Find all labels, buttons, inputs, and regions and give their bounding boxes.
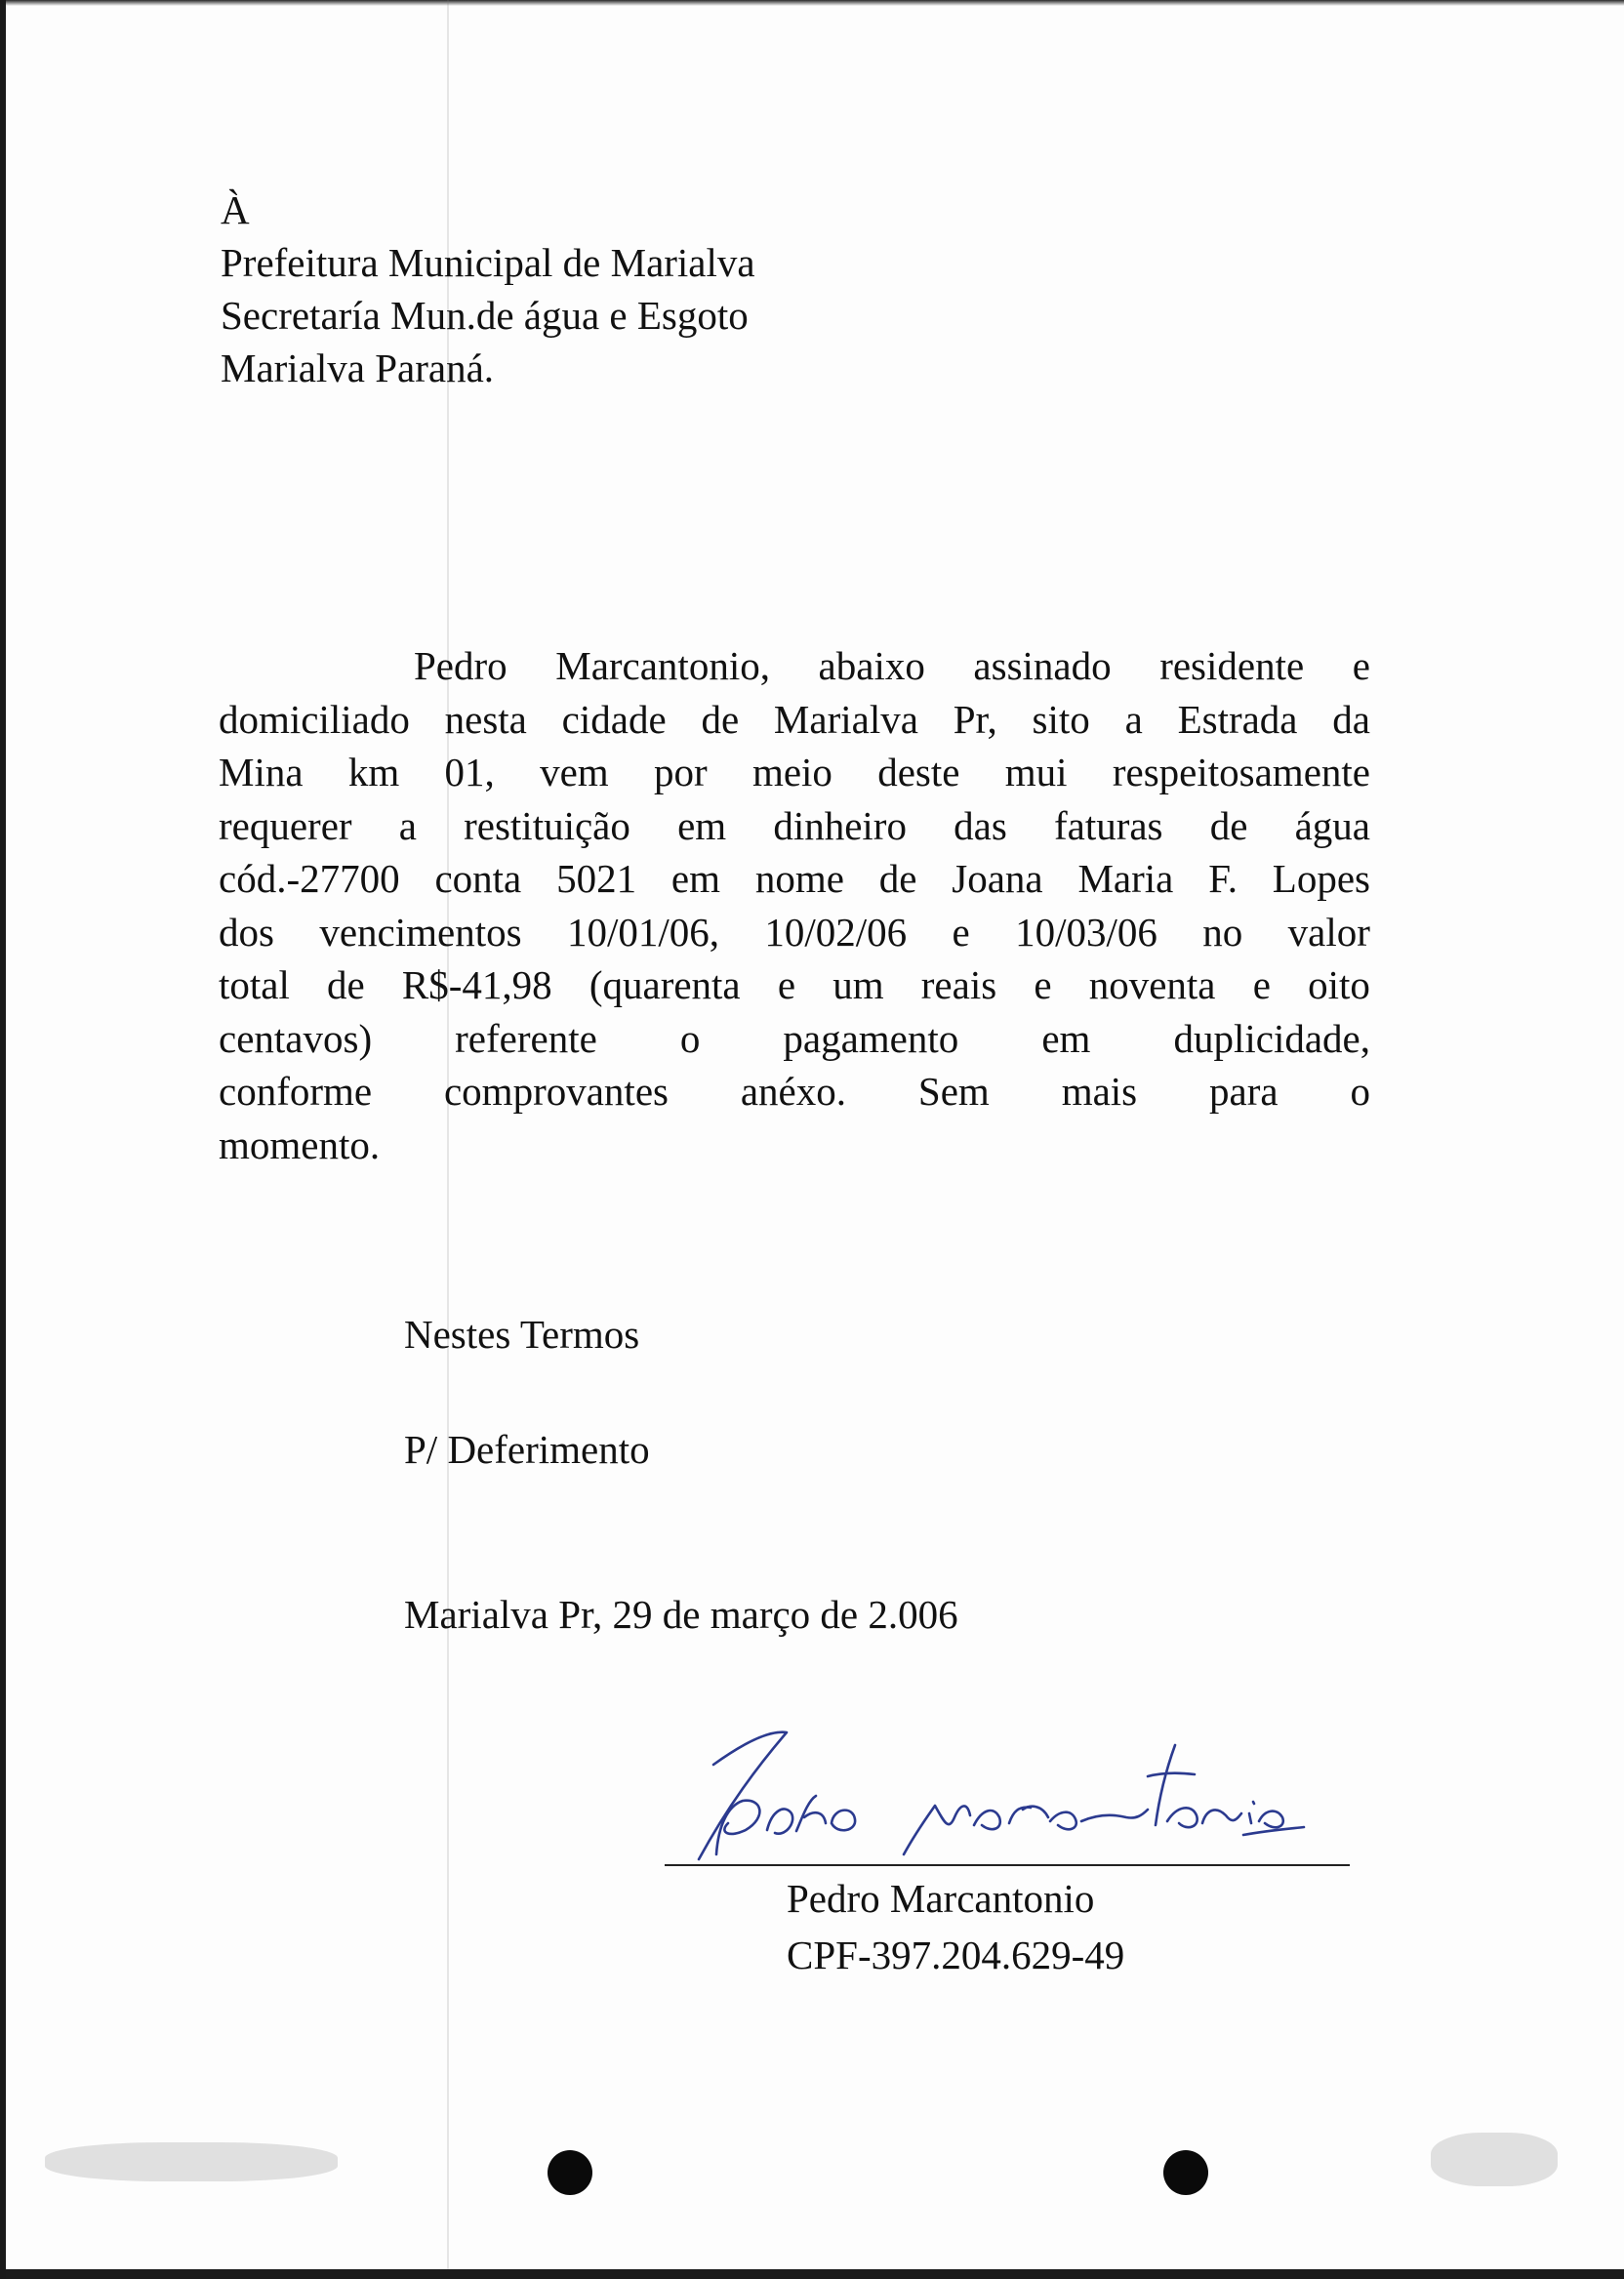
body-word: domiciliado [219, 696, 410, 742]
body-word: conta [434, 856, 522, 901]
body-line [219, 1119, 1370, 1172]
signature-line [665, 1864, 1350, 1866]
body-word: 10/03/06 [1015, 909, 1157, 955]
body-word: de [701, 696, 740, 742]
body-word: pagamento [783, 1015, 959, 1061]
body-word: cidade [561, 696, 667, 742]
body-word: duplicidade, [1173, 1015, 1370, 1061]
body-line [219, 639, 1370, 693]
date-line: Marialva Pr, 29 de março de 2.006 [404, 1592, 958, 1637]
body-word: 01, [444, 750, 495, 794]
body-line [219, 958, 1370, 1012]
recipient-line-2: Prefeitura Municipal de Marialva [221, 240, 755, 285]
body-line [219, 852, 1370, 906]
body-word: sito [1032, 696, 1090, 742]
body-line [219, 693, 1370, 747]
body-word: Marcantonio, [555, 643, 770, 688]
recipient-line-1: À [221, 187, 250, 232]
body-word: 10/02/06 [764, 909, 908, 955]
body-word: restituição [464, 802, 630, 848]
body-word: da [1332, 696, 1370, 742]
body-word: e [952, 909, 970, 955]
body-word: das [954, 802, 1007, 848]
letter-body [219, 639, 1370, 1171]
body-word: e [777, 962, 796, 1007]
body-line [219, 746, 1370, 799]
body-word: reais [920, 962, 997, 1007]
body-word: por [653, 750, 708, 794]
body-word: de [327, 962, 365, 1007]
closing-line-2: P/ Deferimento [404, 1427, 650, 1472]
body-line [219, 906, 1370, 959]
body-word: centavos) [219, 1015, 373, 1061]
body-word: 10/01/06, [566, 909, 719, 955]
body-word: respeitosamente [1112, 750, 1370, 794]
body-word: um [832, 962, 884, 1007]
body-word: deste [877, 750, 960, 794]
body-line [219, 1012, 1370, 1066]
body-word: dinheiro [773, 802, 907, 848]
body-word: Maria [1077, 856, 1174, 901]
body-word: dos [219, 909, 274, 955]
body-word: Sem [917, 1069, 990, 1114]
body-word: de [1209, 802, 1248, 848]
body-word: faturas [1053, 802, 1163, 848]
closing-line-1: Nestes Termos [404, 1312, 640, 1357]
handwritten-signature [660, 1708, 1362, 1874]
body-word: residente [1159, 643, 1305, 688]
punch-hole-right [1163, 2150, 1208, 2195]
scan-smudge [45, 2142, 338, 2181]
scan-top-edge [6, 0, 1624, 6]
body-word: momento. [219, 1121, 381, 1167]
signer-cpf: CPF-397.204.629-49 [787, 1933, 1125, 1977]
body-word: F. [1208, 856, 1238, 901]
body-word: vem [540, 750, 609, 794]
body-word: comprovantes [443, 1069, 669, 1114]
body-word: R$-41,98 [401, 962, 552, 1007]
body-word: Estrada [1177, 696, 1298, 742]
body-word: a [398, 802, 417, 848]
body-line [219, 1065, 1370, 1119]
body-word: nesta [444, 696, 527, 742]
body-word: anéxo. [740, 1069, 847, 1114]
body-word: nome [754, 856, 844, 901]
body-word: vencimentos [319, 909, 522, 955]
body-word: em [677, 802, 727, 848]
body-word: de [878, 856, 917, 901]
body-word: a [1124, 696, 1143, 742]
body-word: cód.-27700 [219, 856, 400, 901]
body-word: requerer [219, 802, 352, 848]
scan-smudge [1431, 2133, 1558, 2186]
body-word: 5021 [556, 856, 637, 901]
body-word: Lopes [1272, 856, 1370, 901]
body-word: valor [1287, 909, 1370, 955]
body-word: mui [1004, 750, 1068, 794]
body-word: mais [1061, 1069, 1138, 1114]
body-line [219, 799, 1370, 853]
punch-hole-left [548, 2150, 592, 2195]
body-word: e [1352, 643, 1370, 688]
body-word: o [1350, 1069, 1370, 1114]
body-word: referente [455, 1015, 597, 1061]
body-word: (quarenta [589, 962, 741, 1007]
body-word: total [219, 962, 290, 1007]
body-word: abaixo [818, 643, 925, 688]
recipient-block [221, 183, 755, 394]
body-word: meio [751, 750, 832, 794]
body-word: oito [1308, 962, 1370, 1007]
body-word: Pedro [414, 643, 508, 688]
body-word: e [1034, 962, 1052, 1007]
body-word: Joana [952, 856, 1043, 901]
body-word: para [1209, 1069, 1279, 1114]
body-word: Marialva [773, 696, 918, 742]
body-word: noventa [1088, 962, 1216, 1007]
recipient-line-4: Marialva Paraná. [221, 346, 495, 390]
body-word: o [679, 1015, 701, 1061]
body-word: e [1252, 962, 1271, 1007]
body-word: água [1294, 802, 1370, 848]
body-word: em [670, 856, 720, 901]
body-word: Mina [219, 750, 304, 794]
signer-name: Pedro Marcantonio [787, 1876, 1095, 1921]
body-word: assinado [973, 643, 1112, 688]
body-word: em [1041, 1015, 1091, 1061]
body-word: Pr, [953, 696, 997, 742]
recipient-line-3: Secretaría Mun.de água e Esgoto [221, 293, 749, 338]
body-word: km [347, 750, 400, 794]
body-word: no [1202, 909, 1243, 955]
body-word: conforme [219, 1069, 373, 1114]
scan-bottom-edge [6, 2269, 1624, 2279]
